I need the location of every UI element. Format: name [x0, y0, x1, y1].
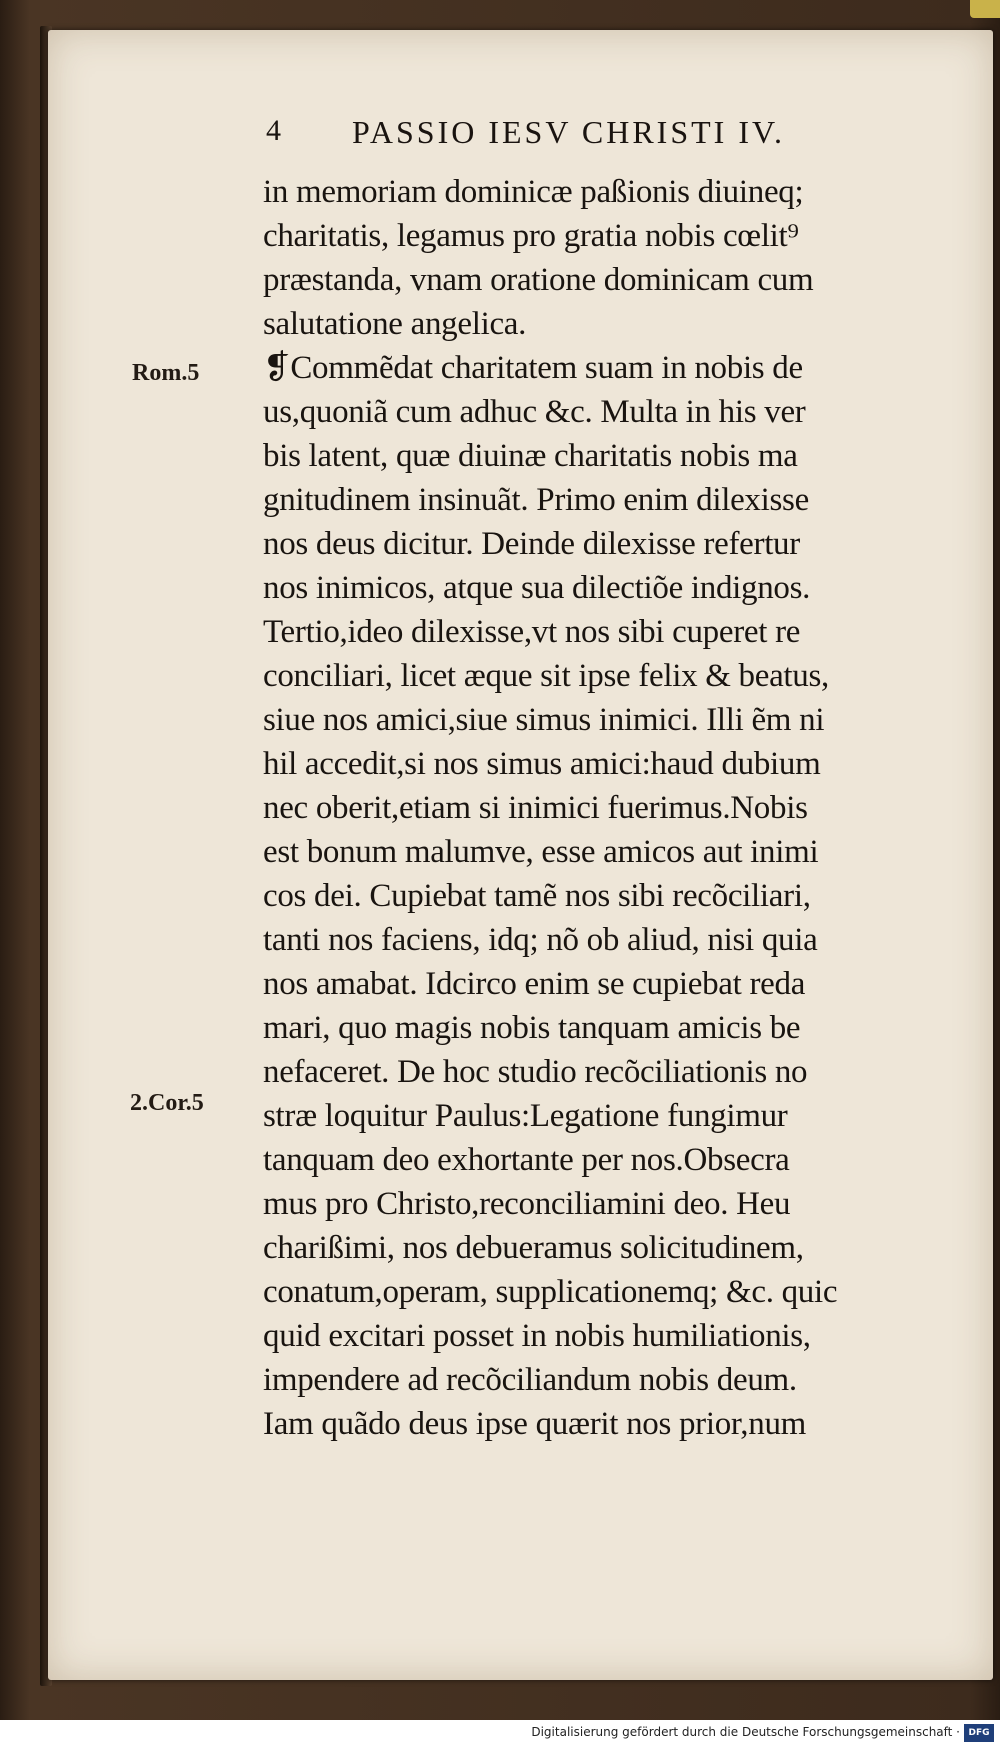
text-line: conatum,operam, supplicationemq; &c. quic [263, 1274, 838, 1310]
page-header [266, 114, 906, 154]
text-line: cos dei. Cupiebat tamẽ nos sibi recõciliari, [263, 878, 811, 914]
text-line: Iam quãdo deus ipse quærit nos prior,num [263, 1406, 807, 1442]
text-line: charitatis, legamus pro gratia nobis cœlit⁹ [263, 218, 799, 254]
text-line: est bonum malumve, esse amicos aut inimi [263, 834, 819, 870]
text-line: stræ loquitur Paulus:Legatione fungimur [263, 1098, 788, 1134]
text-line: conciliari, licet æque sit ipse felix & beatus, [263, 658, 829, 694]
text-line: præstanda, vnam oratione dominicam cum [263, 262, 814, 298]
marginal-note-corinthians: 2.Cor.5 [130, 1090, 204, 1116]
text-line: tanquam deo exhortante per nos.Obsecra [263, 1142, 790, 1178]
text-line: quid excitari posset in nobis humiliationis, [263, 1318, 811, 1354]
text-line: us,quoniã cum adhuc &c. Multa in his ver [263, 394, 806, 430]
text-line: hil accedit,si nos simus amici:haud dubium [263, 746, 821, 782]
text-line: tanti nos faciens, idq; nõ ob aliud, nisi quia [263, 922, 818, 958]
text-line: gnitudinem insinuãt. Primo enim dilexisse [263, 482, 809, 518]
text-line: siue nos amici,siue simus inimici. Illi ẽm ni [263, 702, 825, 738]
text-line: nos amabat. Idcirco enim se cupiebat reda [263, 966, 806, 1002]
text-line: nos deus dicitur. Deinde dilexisse refertur [263, 526, 800, 562]
text-line: Tertio,ideo dilexisse,vt nos sibi cuperet re [263, 614, 801, 650]
text-line: impendere ad recõciliandum nobis deum. [263, 1362, 797, 1398]
footer-bar [0, 1720, 1000, 1747]
text-line: mus pro Christo,reconciliamini deo. Heu [263, 1186, 791, 1222]
text-line: in memoriam dominicæ paßionis diuineq; [263, 174, 804, 210]
color-tab [970, 0, 1000, 18]
dfg-logo: DFG [964, 1724, 994, 1742]
text-line: charißimi, nos debueramus solicitudinem, [263, 1230, 804, 1266]
running-title: PASSIO IESV CHRISTI IV. [352, 114, 785, 150]
text-line: nefaceret. De hoc studio recõciliationis no [263, 1054, 808, 1090]
funding-credit: Digitalisierung gefördert durch die Deutsche Forschungsgemeinschaft · [531, 1725, 960, 1739]
marginal-note-romans: Rom.5 [132, 360, 200, 386]
text-line: nos inimicos, atque sua dilectiõe indignos. [263, 570, 811, 606]
text-line: ❡Commẽdat charitatem suam in nobis de [263, 350, 803, 386]
text-line: bis latent, quæ diuinæ charitatis nobis ma [263, 438, 798, 474]
page-number: 4 [266, 114, 281, 147]
text-line: mari, quo magis nobis tanquam amicis be [263, 1010, 801, 1046]
text-line: salutatione angelica. [263, 306, 527, 342]
body-text [263, 170, 953, 1446]
text-line: nec oberit,etiam si inimici fuerimus.Nobis [263, 790, 808, 826]
